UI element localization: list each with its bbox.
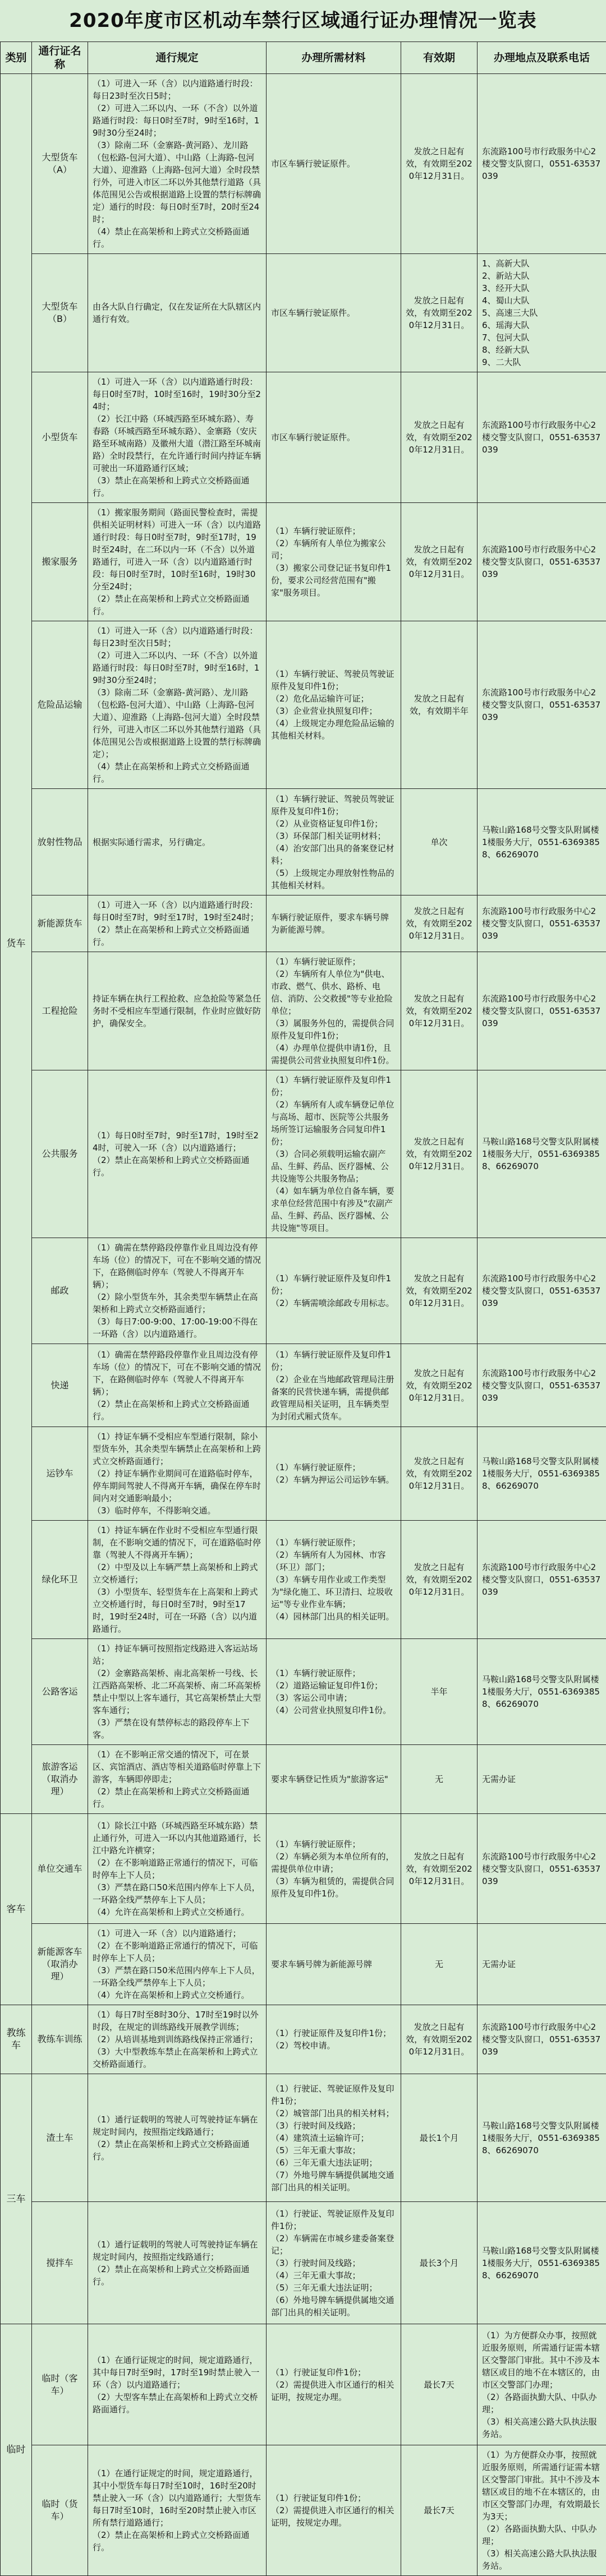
text-line: （4）园林部门出具的相关证明。 <box>271 1610 396 1623</box>
validity-cell: 最长7天 <box>401 2445 478 2576</box>
rules-cell <box>88 1639 267 1745</box>
text-line: 马鞍山路168号交警支队附属楼1楼服务大厅，0551-63693858、66269070 <box>482 2120 602 2157</box>
text-line: 东流路100号市行政服务中心2楼交警支队窗口，0551-63537039 <box>482 2021 602 2058</box>
materials-cell <box>267 1238 401 1344</box>
rules-cell <box>88 372 267 503</box>
text-line: （1）在不影响正常交通的情况下，可在景区、宾馆酒店、酒店等相关道路临时停靠上下游客，车辆即停即走； <box>93 1748 261 1785</box>
validity-cell: 发放之日起有效，有效期至2020年12月31日。 <box>401 1344 478 1427</box>
text-line: （1）可进入一环（含）以内道路通行时段：每日23时至次日5时； <box>93 625 261 649</box>
text-line: （2）在不影响道路正常通行的情况下，可临时停车上下人员； <box>93 1857 261 1881</box>
text-line: （2）驾校申请。 <box>271 2039 396 2052</box>
rules-cell <box>88 1427 267 1521</box>
materials-cell <box>267 1070 401 1238</box>
validity-cell: 最长7天 <box>401 2324 478 2445</box>
text-line: （1）车辆行驶证原件； <box>271 1461 396 1474</box>
text-line: （2）危化品运输许可证； <box>271 693 396 705</box>
rules-cell <box>88 1521 267 1639</box>
text-line: （1）通行证载明的驾驶人可驾驶持证车辆在规定时间内，按照指定线路通行； <box>93 2238 261 2263</box>
text-line: （4）上级规定办理危险品运输的其他相关材料。 <box>271 717 396 742</box>
materials-cell <box>267 2445 401 2576</box>
table-row <box>1 2202 606 2324</box>
text-line: （2）车辆需喷涂邮政专用标志。 <box>271 1297 396 1309</box>
text-line: 要求车辆登记性质为"旅游客运" <box>271 1773 396 1785</box>
text-line: （7）外地号牌车辆提供属地交通部门出具的相关证明。 <box>271 2169 396 2194</box>
materials-cell <box>267 1924 401 2005</box>
permit-name: 大型货车（A） <box>32 74 88 254</box>
table-row <box>1 2074 606 2202</box>
text-line: 5、高速三大队 <box>482 307 602 319</box>
validity-cell: 半年 <box>401 1639 478 1745</box>
text-line: （5）上级规定办理放射性物品的其他相关材料。 <box>271 867 396 892</box>
text-line: 马鞍山路168号交警支队附属楼1楼服务大厅，0551-63693858、66269070 <box>482 1455 602 1492</box>
text-line: （1）确需在禁停路段停靠作业且周边没有停车场（位）的情况下，可在不影响交通的情况下，在路侧临时停车（驾驶人不得离开车辆）； <box>93 1349 261 1398</box>
rules-cell <box>88 895 267 952</box>
text-line: （1）车辆行驶证原件； <box>271 1838 396 1850</box>
text-line: （3）车辆为租赁的，需提供合同原件及复印件1份。 <box>271 1875 396 1900</box>
contact-cell <box>478 1070 606 1238</box>
contact-cell <box>478 1924 606 2005</box>
validity-cell: 发放之日起有效，有效期至2020年12月31日。 <box>401 74 478 254</box>
text-line: （3）严禁在路口50米范围内停车上下人员，一环路全线严禁停车上下人员； <box>93 1881 261 1906</box>
text-line: （2）可进入二环以内、一环（不含）以外道路通行时段：每日0时至7时，9时至16时，19时30分至24时； <box>93 102 261 139</box>
rules-cell <box>88 621 267 789</box>
table-row <box>1 2445 606 2576</box>
text-line: 持证车辆在执行工程抢救、应急抢险等紧急任务时不受相应车型通行限制，作业时应做好防护，确保安全。 <box>93 992 261 1030</box>
permit-name: 单位交通车 <box>32 1814 88 1924</box>
text-line: 根据实际通行需求，另行确定。 <box>93 836 261 848</box>
text-line: （2）车辆必须为本单位所有的，需提供单位申请； <box>271 1850 396 1875</box>
permit-name: 快递 <box>32 1344 88 1427</box>
header-category: 类别 <box>1 42 32 74</box>
text-line: （2）从业资格证复印件1份； <box>271 818 396 830</box>
validity-cell: 发放之日起有效，有效期至2020年12月31日。 <box>401 2005 478 2074</box>
text-line: （1）行驶证、驾驶证原件及复印件1份； <box>271 2208 396 2232</box>
table-row <box>1 895 606 952</box>
text-line: 东流路100号市行政服务中心2楼交警支队窗口，0551-63537039 <box>482 686 602 723</box>
validity-cell: 最长3个月 <box>401 2202 478 2324</box>
permit-name: 临时（货车） <box>32 2445 88 2576</box>
permit-name: 新能源货车 <box>32 895 88 952</box>
text-line: （2）禁止在高架桥和上跨式立交桥路面通行。 <box>93 2138 261 2163</box>
category-cell: 货车 <box>1 74 32 1814</box>
text-line: （4）如车辆为单位自备车辆，要求单位经营范围中有涉及"农副产品、生鲜、药品、医疗器械、公共设施"等项目。 <box>271 1185 396 1234</box>
text-line: 东流路100号市行政服务中心2楼交警支队窗口，0551-63537039 <box>482 1272 602 1309</box>
text-line: （2）车辆所有人单位为搬家公司； <box>271 537 396 562</box>
text-line: 东流路100号市行政服务中心2楼交警支队窗口，0551-63537039 <box>482 419 602 456</box>
text-line: （5）三年无重大事故； <box>271 2144 396 2157</box>
text-line: （3）搬家公司登记证书复印件1份，要求公司经营范围有"搬家"服务项目。 <box>271 562 396 599</box>
text-line: （2）禁止在高架桥和上跨式立交桥路面通行。 <box>93 1398 261 1423</box>
text-line: （3）大中型教练车禁止在高架桥和上跨式立交桥路面通行。 <box>93 2046 261 2070</box>
contact-cell <box>478 2202 606 2324</box>
text-line: （2）金寨路高架桥、南北高架桥一号线、长江西路高架桥、北二环高架桥、南二环高架桥禁止中型以上客车通行，其它高架桥禁止大型客车通行； <box>93 1667 261 1716</box>
rules-cell <box>88 503 267 621</box>
table-row <box>1 503 606 621</box>
text-line: （2）中型及以上车辆严禁上高架桥和上跨式立交桥通行； <box>93 1561 261 1586</box>
contact-cell <box>478 952 606 1070</box>
permit-name: 大型货车（B） <box>32 254 88 372</box>
contact-cell <box>478 503 606 621</box>
materials-cell <box>267 254 401 372</box>
text-line: （2）城管部门出具的相关材料； <box>271 2107 396 2120</box>
materials-cell <box>267 2202 401 2324</box>
text-line: 马鞍山路168号交警支队附属楼1楼服务大厅，0551-63693858、66269070 <box>482 1673 602 1710</box>
text-line: （3）相关高速公路大队执法服务站。 <box>482 2416 602 2440</box>
text-line: （3）除南二环（金寨路-黄河路）、龙川路（包松路-包河大道）、中山路（上海路-包河大道）、迎淮路（上海路-包河大道）全时段禁行外，可进入市区二环以外其他禁行道路（具体范围见公告或根据道路上设置的禁行标牌确定）通行的时段：每日0时至7时，20时至24时； <box>93 139 261 225</box>
text-line: （3）小型货车、轻型货车在上高架和上跨式立交桥通行时，每日0时至7时，9时至17时，19时至24时，可在一环路（含）以内道路通行。 <box>93 1586 261 1635</box>
text-line: （2）车辆为押运公司运钞车辆。 <box>271 1474 396 1486</box>
text-line: （3）临时停车，不得影响交通。 <box>93 1504 261 1517</box>
text-line: （2）持证车辆作业期间可在道路临时停车，停车期间驾驶人不得离开车辆，确保在停车时间内对交通影响最小； <box>93 1467 261 1504</box>
permit-name: 公共服务 <box>32 1070 88 1238</box>
text-line: （1）车辆行驶证、驾驶员驾驶证原件及复印件1份； <box>271 668 396 693</box>
text-line: （2）车辆需在市城乡建委备案登记； <box>271 2232 396 2257</box>
permit-name: 教练车训练 <box>32 2005 88 2074</box>
contact-cell <box>478 74 606 254</box>
permit-name: 临时（客车） <box>32 2324 88 2445</box>
rules-cell <box>88 2074 267 2202</box>
materials-cell <box>267 2074 401 2202</box>
text-line: （2）禁止在高架桥和上跨式立交桥路面通行。 <box>93 593 261 617</box>
category-cell: 客车 <box>1 1814 32 2005</box>
text-line: （1）持证车辆可按照指定线路进入客运站场站； <box>93 1642 261 1667</box>
materials-cell <box>267 1344 401 1427</box>
text-line: （1）车辆行驶证原件及复印件1份； <box>271 1349 396 1373</box>
text-line: （1）可进入一环（含）以内道路通行时段：每日0时至7时，9时至17时，19时至24时； <box>93 899 261 924</box>
text-line: （2）禁止在高架桥和上跨式立交桥路面通行。 <box>93 1785 261 1810</box>
contact-cell <box>478 1639 606 1745</box>
contact-cell <box>478 789 606 895</box>
category-cell: 临时 <box>1 2324 32 2576</box>
contact-cell <box>478 2324 606 2445</box>
table-row <box>1 1924 606 2005</box>
table-row <box>1 372 606 503</box>
text-line: （1）车辆行驶证原件； <box>271 955 396 968</box>
permit-name: 公路客运 <box>32 1639 88 1745</box>
contact-cell <box>478 1521 606 1639</box>
text-line: （4）办理单位提供申请1份，且需提供公司营业执照复印件1份。 <box>271 1042 396 1067</box>
text-line: （4）三年无重大事故； <box>271 2269 396 2282</box>
materials-cell <box>267 1745 401 1814</box>
validity-cell: 发放之日起有效，有效期至2020年12月31日。 <box>401 503 478 621</box>
materials-cell <box>267 952 401 1070</box>
text-line: （3）车辆专用作业或工作类型为"绿化施工、环卫清扫、垃圾收运"等专业作业车辆； <box>271 1573 396 1610</box>
table-row <box>1 1639 606 1745</box>
text-line: 市区车辆行驶证原件。 <box>271 431 396 444</box>
text-line: （3）行驶时间及线路； <box>271 2257 396 2269</box>
rules-cell <box>88 1070 267 1238</box>
permit-name: 运钞车 <box>32 1427 88 1521</box>
permit-table <box>0 41 606 2576</box>
rules-cell <box>88 2445 267 2576</box>
text-line: （1）除长江中路（环城西路至环城东路）禁止通行外，可进入一环以内其他道路通行，长江中路允许横穿； <box>93 1820 261 1857</box>
contact-cell <box>478 372 606 503</box>
validity-cell: 发放之日起有效，有效期至2020年12月31日。 <box>401 1427 478 1521</box>
text-line: （3）行驶时间及线路； <box>271 2120 396 2132</box>
text-line: （1）搬家服务期间（路面民警检查时，需提供相关证明材料）可进入一环（含）以内道路通行时段：每日0时至7时，9时至17时，19时至24时，在二环以内一环（不含）以外道路通行，可进入一环（含）以内道路通行时段：每日0时至7时，10时至16时，19时30分至24时； <box>93 506 261 593</box>
text-line: （2）长江中路（环城西路至环城东路）、寿春路（环城西路至环城东路）、金寨路（安庆路至环城南路）及徽州大道（潜江路至环城南路）全时段禁行，在允许通行时间内持证车辆可驶出一环道路通行区域； <box>93 413 261 474</box>
rules-cell <box>88 1924 267 2005</box>
permit-name: 渣土车 <box>32 2074 88 2202</box>
materials-cell <box>267 74 401 254</box>
validity-cell: 发放之日起有效，有效期至2020年12月31日。 <box>401 1070 478 1238</box>
text-line: （1）行驶证原件及复印件1份； <box>271 2027 396 2039</box>
rules-cell <box>88 2202 267 2324</box>
text-line: （3）禁止在高架桥和上跨式立交桥路面通行。 <box>93 474 261 499</box>
table-row <box>1 789 606 895</box>
text-line: （3）除南二环（金寨路-黄河路）、龙川路（包松路-包河大道）、中山路（上海路-包河大道）、迎淮路（上海路-包河大道）全时段禁行外，可进入市区二环以外其他禁行道路（具体范围见公告或根据道路上设置的禁行标牌确定）； <box>93 686 261 760</box>
table-row <box>1 952 606 1070</box>
text-line: （1）持证车辆在作业时不受相应车型通行限制，在不影响交通的情况下，可在道路临时停靠（驾驶人不得离开车辆）； <box>93 1524 261 1561</box>
table-row <box>1 1814 606 1924</box>
text-line: （4）禁止在高架桥和上跨式立交桥路面通行。 <box>93 225 261 250</box>
rules-cell <box>88 1814 267 1924</box>
text-line: （1）可进入一环（含）以内道路通行时段：每日23时至次日5时； <box>93 77 261 102</box>
materials-cell <box>267 1814 401 1924</box>
text-line: 东流路100号市行政服务中心2楼交警支队窗口，0551-63537039 <box>482 1367 602 1404</box>
text-line: （2）车辆所有人单位为"供电、市政、燃气、供水、路桥、电信、消防、公交救援"等专业抢险单位； <box>271 968 396 1017</box>
validity-cell: 无 <box>401 1924 478 2005</box>
text-line: （2）禁止在高架桥和上跨式立交桥路面通行。 <box>93 2263 261 2288</box>
permit-name: 绿化环卫 <box>32 1521 88 1639</box>
text-line: 无需办证 <box>482 1773 602 1785</box>
permit-name: 新能源客车（取消办理） <box>32 1924 88 2005</box>
text-line: 4、蜀山大队 <box>482 294 602 307</box>
text-line: （3）相关高速公路大队执法服务站。 <box>482 2547 602 2572</box>
rules-cell <box>88 1238 267 1344</box>
text-line: 9、二大队 <box>482 356 602 368</box>
permit-name: 邮政 <box>32 1238 88 1344</box>
text-line: 6、瑶海大队 <box>482 319 602 331</box>
materials-cell <box>267 621 401 789</box>
text-line: （3）客运公司申请； <box>271 1692 396 1704</box>
text-line: （1）为方便群众办事，按照就近服务原则，所需通行证需本辖区交警部门审批。其中不涉及本辖区或目的地不在本辖区的，由市区交警部门办理； <box>482 2329 602 2391</box>
contact-cell <box>478 2445 606 2576</box>
text-line: （1）在通行证规定的时间，规定道路通行，其中每日7时至9时，17时至19时禁止驶入一环（含）以内道路通行； <box>93 2354 261 2391</box>
rules-cell <box>88 1344 267 1427</box>
contact-cell <box>478 1344 606 1427</box>
materials-cell <box>267 1639 401 1745</box>
text-line: （1）车辆行驶证原件； <box>271 1667 396 1679</box>
permit-name: 放射性物品 <box>32 789 88 895</box>
permit-name: 小型货车 <box>32 372 88 503</box>
text-line: （2）企业在当地邮政管理局注册备案的民营快递车辆，需提供邮政管理局相关证明，且车辆类型为封闭式厢式货车。 <box>271 1373 396 1423</box>
contact-cell <box>478 1745 606 1814</box>
materials-cell <box>267 895 401 952</box>
text-line: （2）需提供进入市区通行的相关证明，按规定办理。 <box>271 2504 396 2529</box>
validity-cell: 发放之日起有效，有效期至2020年12月31日。 <box>401 254 478 372</box>
header-materials: 办理所需材料 <box>267 42 401 74</box>
table-row <box>1 1238 606 1344</box>
contact-cell <box>478 2005 606 2074</box>
materials-cell <box>267 2005 401 2074</box>
category-cell: 三车 <box>1 2074 32 2324</box>
materials-cell <box>267 372 401 503</box>
text-line: 3、经开大队 <box>482 282 602 294</box>
permit-name: 工程抢险 <box>32 952 88 1070</box>
validity-cell: 发放之日起有效，有效期至2020年12月31日。 <box>401 1521 478 1639</box>
text-line: （2）除小型货车外，其余类型车辆禁止在高架桥和上跨式立交桥路面通行； <box>93 1291 261 1315</box>
text-line: 东流路100号市行政服务中心2楼交警支队窗口，0551-63537039 <box>482 992 602 1030</box>
text-line: 无需办证 <box>482 1958 602 1970</box>
text-line: （2）各路面执勤大队、中队办理； <box>482 2523 602 2547</box>
text-line: （2）需提供进入市区通行的相关证明，按规定办理。 <box>271 2379 396 2403</box>
contact-cell <box>478 254 606 372</box>
text-line: （4）治安部门出具的备案登记材料； <box>271 842 396 867</box>
validity-cell: 发放之日起有效，有效期至2020年12月31日。 <box>401 952 478 1070</box>
permit-name: 旅游客运（取消办理） <box>32 1745 88 1814</box>
text-line: （3）环保部门相关证明材料； <box>271 830 396 842</box>
text-line: 东流路100号市行政服务中心2楼交警支队窗口，0551-63537039 <box>482 1850 602 1887</box>
text-line: （5）三年无重大违法证明； <box>271 2282 396 2294</box>
text-line: （4）建筑渣土运输许可； <box>271 2132 396 2144</box>
permit-name: 搬家服务 <box>32 503 88 621</box>
text-line: （1）车辆行驶证原件； <box>271 1536 396 1549</box>
text-line: （1）持证车辆不受相应车型通行限制，除小型货车外，其余类型车辆禁止在高架桥和上跨式立交桥路面通行； <box>93 1430 261 1467</box>
text-line: （2）可进入二环以内、一环（不含）以外道路通行时段：每日0时至7时，9时至16时，19时30分至24时； <box>93 649 261 686</box>
materials-cell <box>267 2324 401 2445</box>
text-line: （1）确需在禁停路段停靠作业且周边没有停车场（位）的情况下，可在不影响交通的情况下，在路侧临时停车（驾驶人不得离开车辆）； <box>93 1241 261 1291</box>
table-row <box>1 1521 606 1639</box>
text-line: 8、经新大队 <box>482 344 602 356</box>
text-line: （2）在不影响道路正常通行的情况下，可临时停车上下人员； <box>93 1940 261 1964</box>
table-row <box>1 74 606 254</box>
text-line: （2）道路运输证复印件1份； <box>271 1679 396 1692</box>
table-row <box>1 2005 606 2074</box>
text-line: （1）行驶证、驾驶证原件及复印件1份； <box>271 2083 396 2107</box>
text-line: （2）大型客车禁止在高架桥和上跨式立交桥路面通行。 <box>93 2391 261 2416</box>
text-line: （3）企业营业执照复印件； <box>271 705 396 717</box>
table-row <box>1 1344 606 1427</box>
validity-cell: 发放之日起有效，有效期至2020年12月31日。 <box>401 1814 478 1924</box>
header-name: 通行证名称 <box>32 42 88 74</box>
text-line: （4）允许在高架桥和上跨式立交桥通行。 <box>93 1906 261 1918</box>
validity-cell: 单次 <box>401 789 478 895</box>
text-line: （1）每日0时至7时，9时至17时，19时至24时，可驶入一环（含）以内道路通行； <box>93 1129 261 1154</box>
text-line: （1）车辆行驶证原件及复印件1份； <box>271 1272 396 1297</box>
text-line: （1）每日7时至8时30分、17时至19时以外时段，在规定的训练路线开展教学训练； <box>93 2009 261 2033</box>
header-contact: 办理地点及联系电话 <box>478 42 606 74</box>
text-line: （1）在通行证规定的时间，规定道路通行，其中小型货车每日7时至10时，16时至20时禁止驶入一环（含）以内道路通行；大型货车每日7时至10时，16时至20时禁止驶入市区所有禁行道路通行； <box>93 2467 261 2529</box>
text-line: （6）三年无重大违法证明； <box>271 2157 396 2169</box>
table-row <box>1 1070 606 1238</box>
text-line: 7、包河大队 <box>482 331 602 344</box>
text-line: 马鞍山路168号交警支队附属楼1楼服务大厅，0551-63693858、66269070 <box>482 2245 602 2282</box>
page-title: 2020年度市区机动车禁行区域通行证办理情况一览表 <box>0 0 606 41</box>
header-row <box>1 42 606 74</box>
validity-cell: 无 <box>401 1745 478 1814</box>
text-line: （1）车辆行驶证原件； <box>271 525 396 537</box>
text-line: （4）公司营业执照复印件1份。 <box>271 1704 396 1716</box>
text-line: （6）外地号牌车辆提供属地交通部门出具的相关证明。 <box>271 2294 396 2319</box>
text-line: （3）每日7:00-9:00、17:00-19:00不得在一环路（含）以内道路通行。 <box>93 1315 261 1340</box>
table-row <box>1 2324 606 2445</box>
text-line: （1）行驶证复印件1份； <box>271 2366 396 2379</box>
text-line: （4）禁止在高架桥和上跨式立交桥路面通行。 <box>93 760 261 785</box>
permit-name: 危险品运输 <box>32 621 88 789</box>
text-line: （1）为方便群众办事，按照就近服务原则，所需通行证需本辖区交警部门审批。其中不涉及本辖区或目的地不在本辖区的，由市区交警部门办理，有效期最长为3天； <box>482 2449 602 2523</box>
validity-cell: 发放之日起有效，有效期至2020年12月31日。 <box>401 895 478 952</box>
text-line: 要求车辆号牌为新能源号牌 <box>271 1958 396 1970</box>
text-line: （4）允许在高架桥和上跨式立交桥通行。 <box>93 1989 261 2001</box>
text-line: 东流路100号市行政服务中心2楼交警支队窗口，0551-63537039 <box>482 145 602 182</box>
text-line: （2）车辆所有人为园林、市容（环卫）部门； <box>271 1549 396 1573</box>
table-row <box>1 254 606 372</box>
permit-name: 搅拌车 <box>32 2202 88 2324</box>
text-line: （3）严禁在路口50米范围内停车上下人员，一环路全线严禁停车上下人员； <box>93 1964 261 1989</box>
text-line: （2）禁止在高架桥和上跨式立交桥路面通行。 <box>93 924 261 948</box>
text-line: （2）禁止在高架桥和上跨式立交桥路面通行。 <box>93 2529 261 2554</box>
category-cell: 教练车 <box>1 2005 32 2074</box>
contact-cell <box>478 1427 606 1521</box>
text-line: 马鞍山路168号交警支队附属楼1楼服务大厅，0551-63693858、66269070 <box>482 824 602 861</box>
contact-cell <box>478 1814 606 1924</box>
text-line: 市区车辆行驶证原件。 <box>271 158 396 170</box>
header-rules: 通行规定 <box>88 42 267 74</box>
text-line: （2）车辆所有人或车辆登记单位与高场、超市、医院等公共服务场所签订运输服务合同复印件1份； <box>271 1098 396 1148</box>
materials-cell <box>267 1427 401 1521</box>
validity-cell: 发放之日起有效，有效期半年 <box>401 621 478 789</box>
rules-cell <box>88 2005 267 2074</box>
contact-cell <box>478 2074 606 2202</box>
text-line: 由各大队自行确定，仅在发证所在大队辖区内通行有效。 <box>93 301 261 325</box>
text-line: 市区车辆行驶证原件。 <box>271 307 396 319</box>
rules-cell <box>88 952 267 1070</box>
text-line: 车辆行驶证原件，要求车辆号牌为新能源号牌。 <box>271 911 396 936</box>
materials-cell <box>267 503 401 621</box>
text-line: （1）行驶证复印件1份； <box>271 2492 396 2504</box>
text-line: 东流路100号市行政服务中心2楼交警支队窗口，0551-63537039 <box>482 1561 602 1598</box>
rules-cell <box>88 254 267 372</box>
text-line: （2）禁止在高架桥和上跨式立交桥路面通行。 <box>93 1154 261 1179</box>
text-line: 1、高新大队 <box>482 257 602 270</box>
validity-cell: 发放之日起有效，有效期至2020年12月31日。 <box>401 372 478 503</box>
text-line: （3）合同必须载明运输农副产品、生鲜、药品、医疗器械、公共设施等公共服务物品； <box>271 1148 396 1185</box>
contact-cell <box>478 895 606 952</box>
rules-cell <box>88 2324 267 2445</box>
text-line: （1）可进入一环（含）以内道路通行； <box>93 1927 261 1940</box>
text-line: （3）严禁在设有禁停标志的路段停车上下客。 <box>93 1716 261 1741</box>
text-line: （3）属服务外包的，需提供合同原件及复印件1份； <box>271 1017 396 1042</box>
text-line: （1）可进入一环（含）以内道路通行时段：每日0时至7时，10时至16时，19时30分至24时； <box>93 376 261 413</box>
rules-cell <box>88 789 267 895</box>
text-line: （1）通行证载明的驾驶人可驾驶持证车辆在规定时间内，按照指定线路通行； <box>93 2113 261 2138</box>
validity-cell: 最长1个月 <box>401 2074 478 2202</box>
text-line: （2）各路面执勤大队、中队办理； <box>482 2391 602 2416</box>
text-line: 东流路100号市行政服务中心2楼交警支队窗口，0551-63537039 <box>482 543 602 580</box>
validity-cell: 发放之日起有效，有效期至2020年12月31日。 <box>401 1238 478 1344</box>
table-row <box>1 1745 606 1814</box>
materials-cell <box>267 1521 401 1639</box>
materials-cell <box>267 789 401 895</box>
text-line: （2）从培训基地到训练路线保持正常通行； <box>93 2033 261 2046</box>
text-line: （1）车辆行驶证、驾驶员驾驶证原件及复印件1份； <box>271 793 396 818</box>
text-line: （1）车辆行驶证原件及复印件1份； <box>271 1074 396 1098</box>
text-line: 东流路100号市行政服务中心2楼交警支队窗口，0551-63537039 <box>482 905 602 942</box>
table-row <box>1 1427 606 1521</box>
rules-cell <box>88 74 267 254</box>
contact-cell <box>478 621 606 789</box>
header-validity: 有效期 <box>401 42 478 74</box>
table-row <box>1 621 606 789</box>
text-line: 2、新站大队 <box>482 270 602 282</box>
text-line: 马鞍山路168号交警支队附属楼1楼服务大厅，0551-63693858、66269070 <box>482 1135 602 1172</box>
contact-cell <box>478 1238 606 1344</box>
rules-cell <box>88 1745 267 1814</box>
